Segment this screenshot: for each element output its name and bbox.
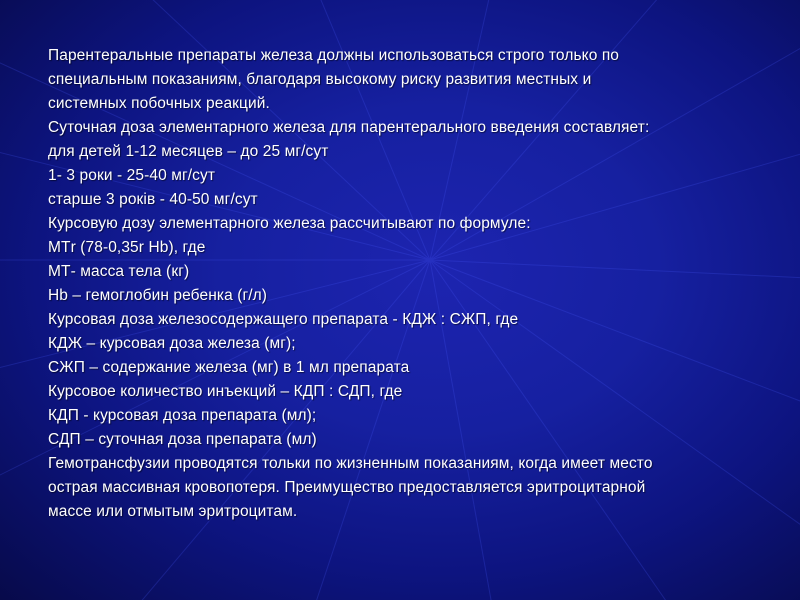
text-line-szhp: СЖП – содержание железа (мг) в 1 мл препарата bbox=[48, 359, 410, 376]
text-line-course-dose-formula: Курсовую дозу элементарного железа рассчитывают по формуле: bbox=[48, 215, 531, 232]
paragraph-transfusion bbox=[48, 452, 768, 524]
text-line: Парентеральные препараты железа должны использоваться строго только по bbox=[48, 47, 620, 64]
text-line-formula: МТr (78-0,35r Hb), где bbox=[48, 239, 206, 256]
paragraph-intro bbox=[48, 44, 768, 116]
text-line-dose-1-3-years: 1- 3 роки - 25-40 мг/сут bbox=[48, 167, 216, 184]
text-line-kdp: КДП - курсовая доза препарата (мл); bbox=[48, 407, 317, 424]
text-line-daily-dose: Суточная доза элементарного железа для парентерального введения составляет: bbox=[48, 119, 650, 136]
text-line: специальным показаниям, благодаря высокому риску развития местных и bbox=[48, 71, 592, 88]
slide-text bbox=[48, 44, 768, 524]
text-line: острая массивная кровопотеря. Преимущество предоставляется эритроцитарной bbox=[48, 479, 646, 496]
text-line: системных побочных реакций. bbox=[48, 95, 270, 112]
text-line: Гемотрансфузии проводятся тольки по жизненным показаниям, когда имеет место bbox=[48, 455, 653, 472]
text-line-dose-1-12-months: для детей 1-12 месяцев – до 25 мг/сут bbox=[48, 143, 329, 160]
text-line-kdzh: КДЖ – курсовая доза железа (мг); bbox=[48, 335, 296, 352]
text-line: массе или отмытым эритроцитам. bbox=[48, 503, 298, 520]
text-line-injection-count: Курсовое количество инъекций – КДП : СДП, где bbox=[48, 383, 403, 400]
text-line-sdp: СДП – суточная доза препарата (мл) bbox=[48, 431, 317, 448]
text-line-hemoglobin: Hb – гемоглобин ребенка (г/л) bbox=[48, 287, 268, 304]
text-line-course-dose-drug: Курсовая доза железосодержащего препарата - КДЖ : СЖП, где bbox=[48, 311, 519, 328]
text-line-body-mass: МТ- масса тела (кг) bbox=[48, 263, 190, 280]
text-line-dose-over-3-years: старше 3 років - 40-50 мг/сут bbox=[48, 191, 258, 208]
